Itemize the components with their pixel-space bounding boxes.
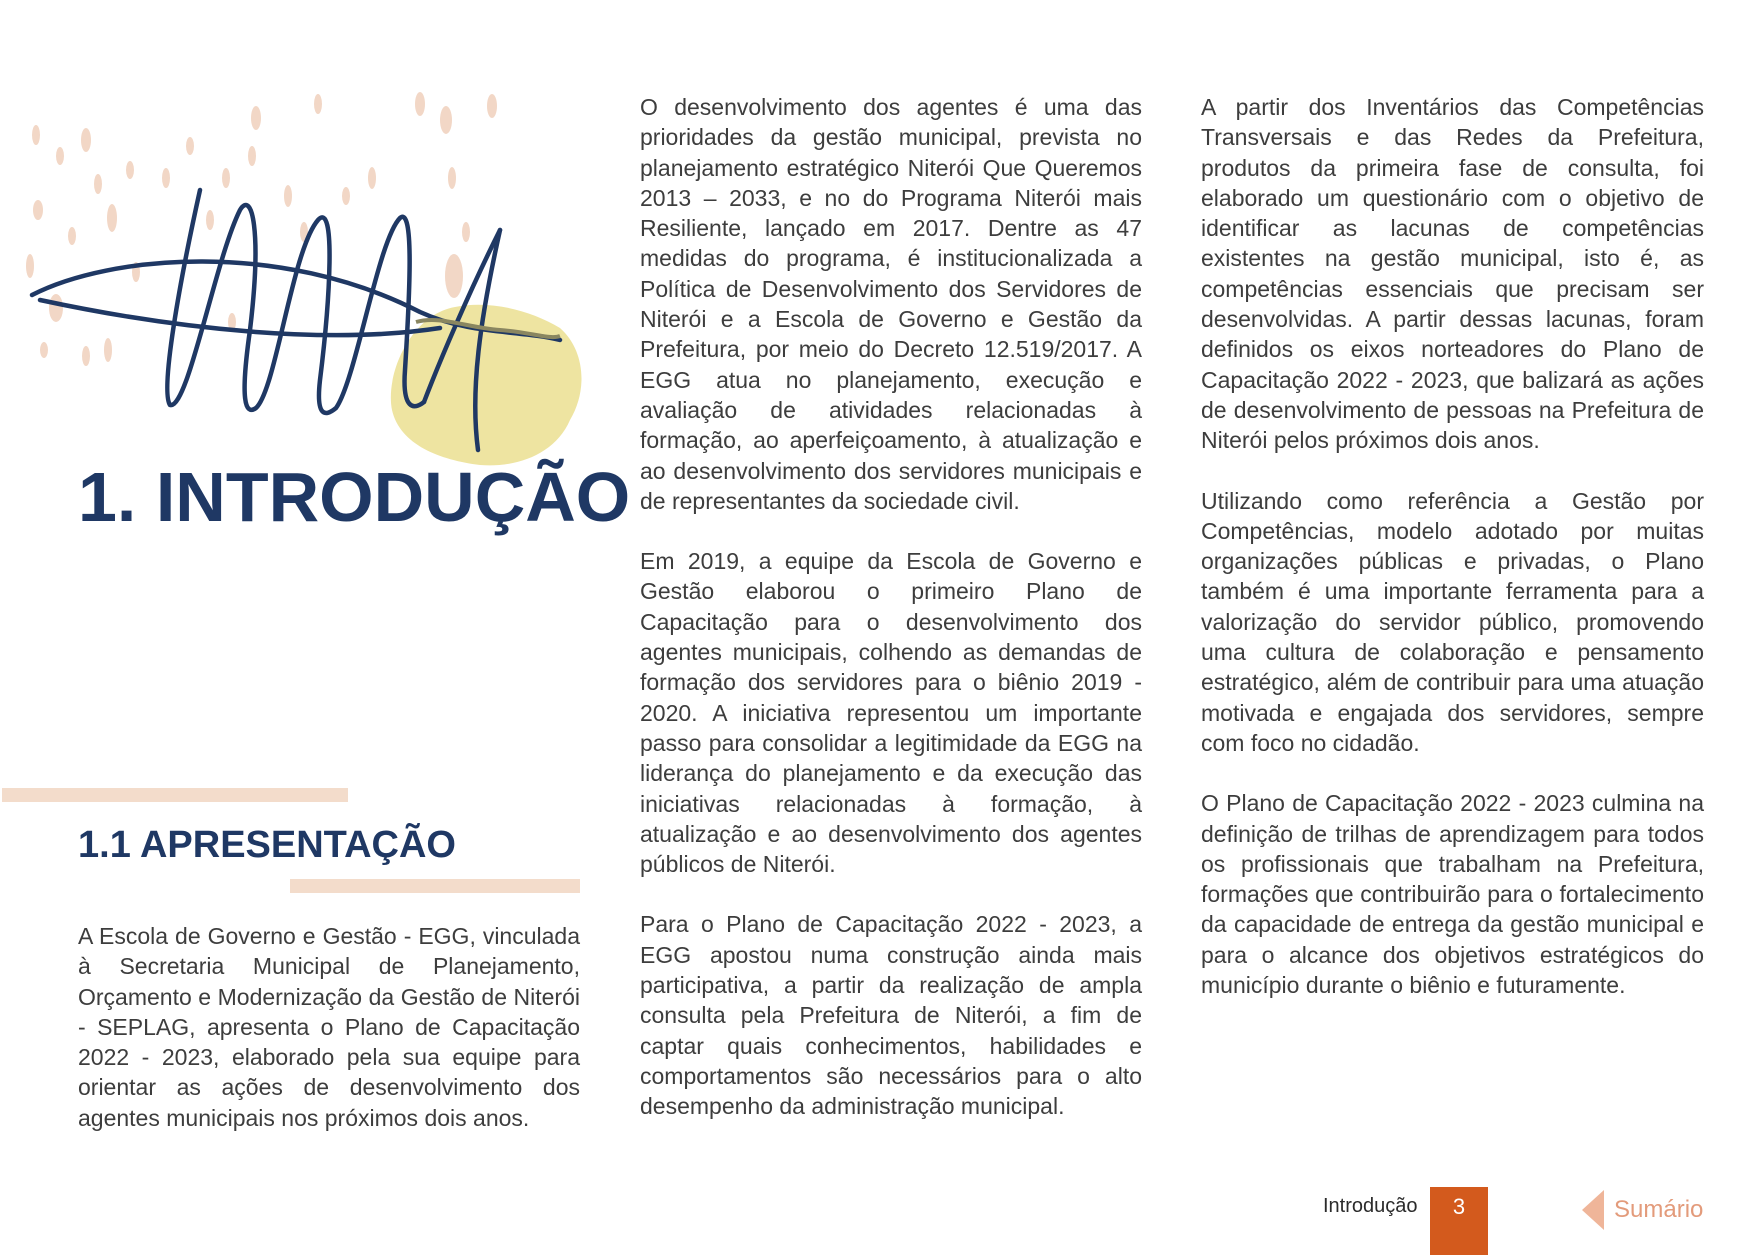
decorative-illustration (0, 60, 590, 480)
chapter-title: 1. INTRODUÇÃO (78, 458, 631, 536)
decorative-bar-bottom (290, 879, 580, 893)
paragraph: Em 2019, a equipe da Escola de Governo e Gestão elaborou o primeiro Plano de Capacitação para o desenvolvimento dos agentes municipais, colhendo as demandas de formação dos servidores para o biênio 2019 - 2020. A iniciativa representou um importante passo para consolidar a legitimidade da EGG na liderança do planejamento e da execução das iniciativas relacionadas à formação, à atualização e ao desenvolvimento dos agentes públicos de Niterói. (640, 548, 1142, 878)
footer-section-label: Introdução (1323, 1195, 1418, 1217)
intro-paragraph: A Escola de Governo e Gestão - EGG, vinculada à Secretaria Municipal de Planejamento, Orçamento e Modernização da Gestão de Niterói - SEPLAG, apresenta o Plano de Capacitação 2022 - 2023, elaborado pela sua equipe para orientar as ações de desenvolvimento dos agentes municipais nos próximos dois anos. (78, 923, 580, 1131)
right-column (1201, 92, 1704, 1030)
decorative-bar-top (2, 788, 348, 802)
sumario-link[interactable] (1582, 1190, 1703, 1230)
section-title: 1.1 APRESENTAÇÃO (78, 824, 456, 866)
triangle-left-icon (1582, 1190, 1604, 1230)
sumario-label: Sumário (1614, 1196, 1704, 1223)
paragraph: A partir dos Inventários das Competências Transversais e das Redes da Prefeitura, produtos da primeira fase de consulta, foi elaborado um questionário com o objetivo de identificar as lacunas de competências existentes na gestão municipal, isto é, as competências essenciais que precisam ser desenvolvidas. A partir dessas lacunas, foram definidos os eixos norteadores do Plano de Capacitação 2022 - 2023, que balizará as ações de desenvolvimento de pessoas na Prefeitura de Niterói pelos próximos dois anos. (1201, 94, 1704, 454)
paragraph: O Plano de Capacitação 2022 - 2023 culmina na definição de trilhas de aprendizagem para todos os profissionais que trabalham na Prefeitura, formações que contribuirão para o fortalecimento da capacidade de entrega da gestão municipal e para o alcance dos objetivos estratégicos do município durante o biênio e futuramente. (1201, 790, 1704, 999)
middle-column (640, 92, 1142, 1152)
intro-column (78, 921, 580, 1163)
paragraph: Utilizando como referência a Gestão por Competências, modelo adotado por muitas organizações públicas e privadas, o Plano também é uma importante ferramenta para a valorização do servidor público, promovendo uma cultura de colaboração e pensamento estratégico, além de contribuir para uma atuação motivada e engajada dos servidores, sempre com foco no cidadão. (1201, 487, 1704, 756)
paragraph: O desenvolvimento dos agentes é uma das prioridades da gestão municipal, prevista no planejamento estratégico Niterói Que Queremos 2013 – 2033, e no do Programa Niterói mais Resiliente, lançado em 2017. Dentre as 47 medidas do programa, é institucionalizada a Política de Desenvolvimento dos Servidores de Niterói e a Escola de Governo e Gestão da Prefeitura, por meio do Decreto 12.519/2017. A EGG atua no planejamento, execução e avaliação de atividades relacionadas à formação, ao aperfeiçoamento, à atualização e ao desenvolvimento dos servidores municipais e de representantes da sociedade civil. (640, 94, 1142, 514)
page-number: 3 (1430, 1187, 1488, 1255)
paragraph: Para o Plano de Capacitação 2022 - 2023, a EGG apostou numa construção ainda mais participativa, a partir da realização de ampla consulta pela Prefeitura de Niterói, a fim de captar quais conhecimentos, habilidades e comportamentos são necessários para o alto desempenho da administração municipal. (640, 911, 1142, 1120)
